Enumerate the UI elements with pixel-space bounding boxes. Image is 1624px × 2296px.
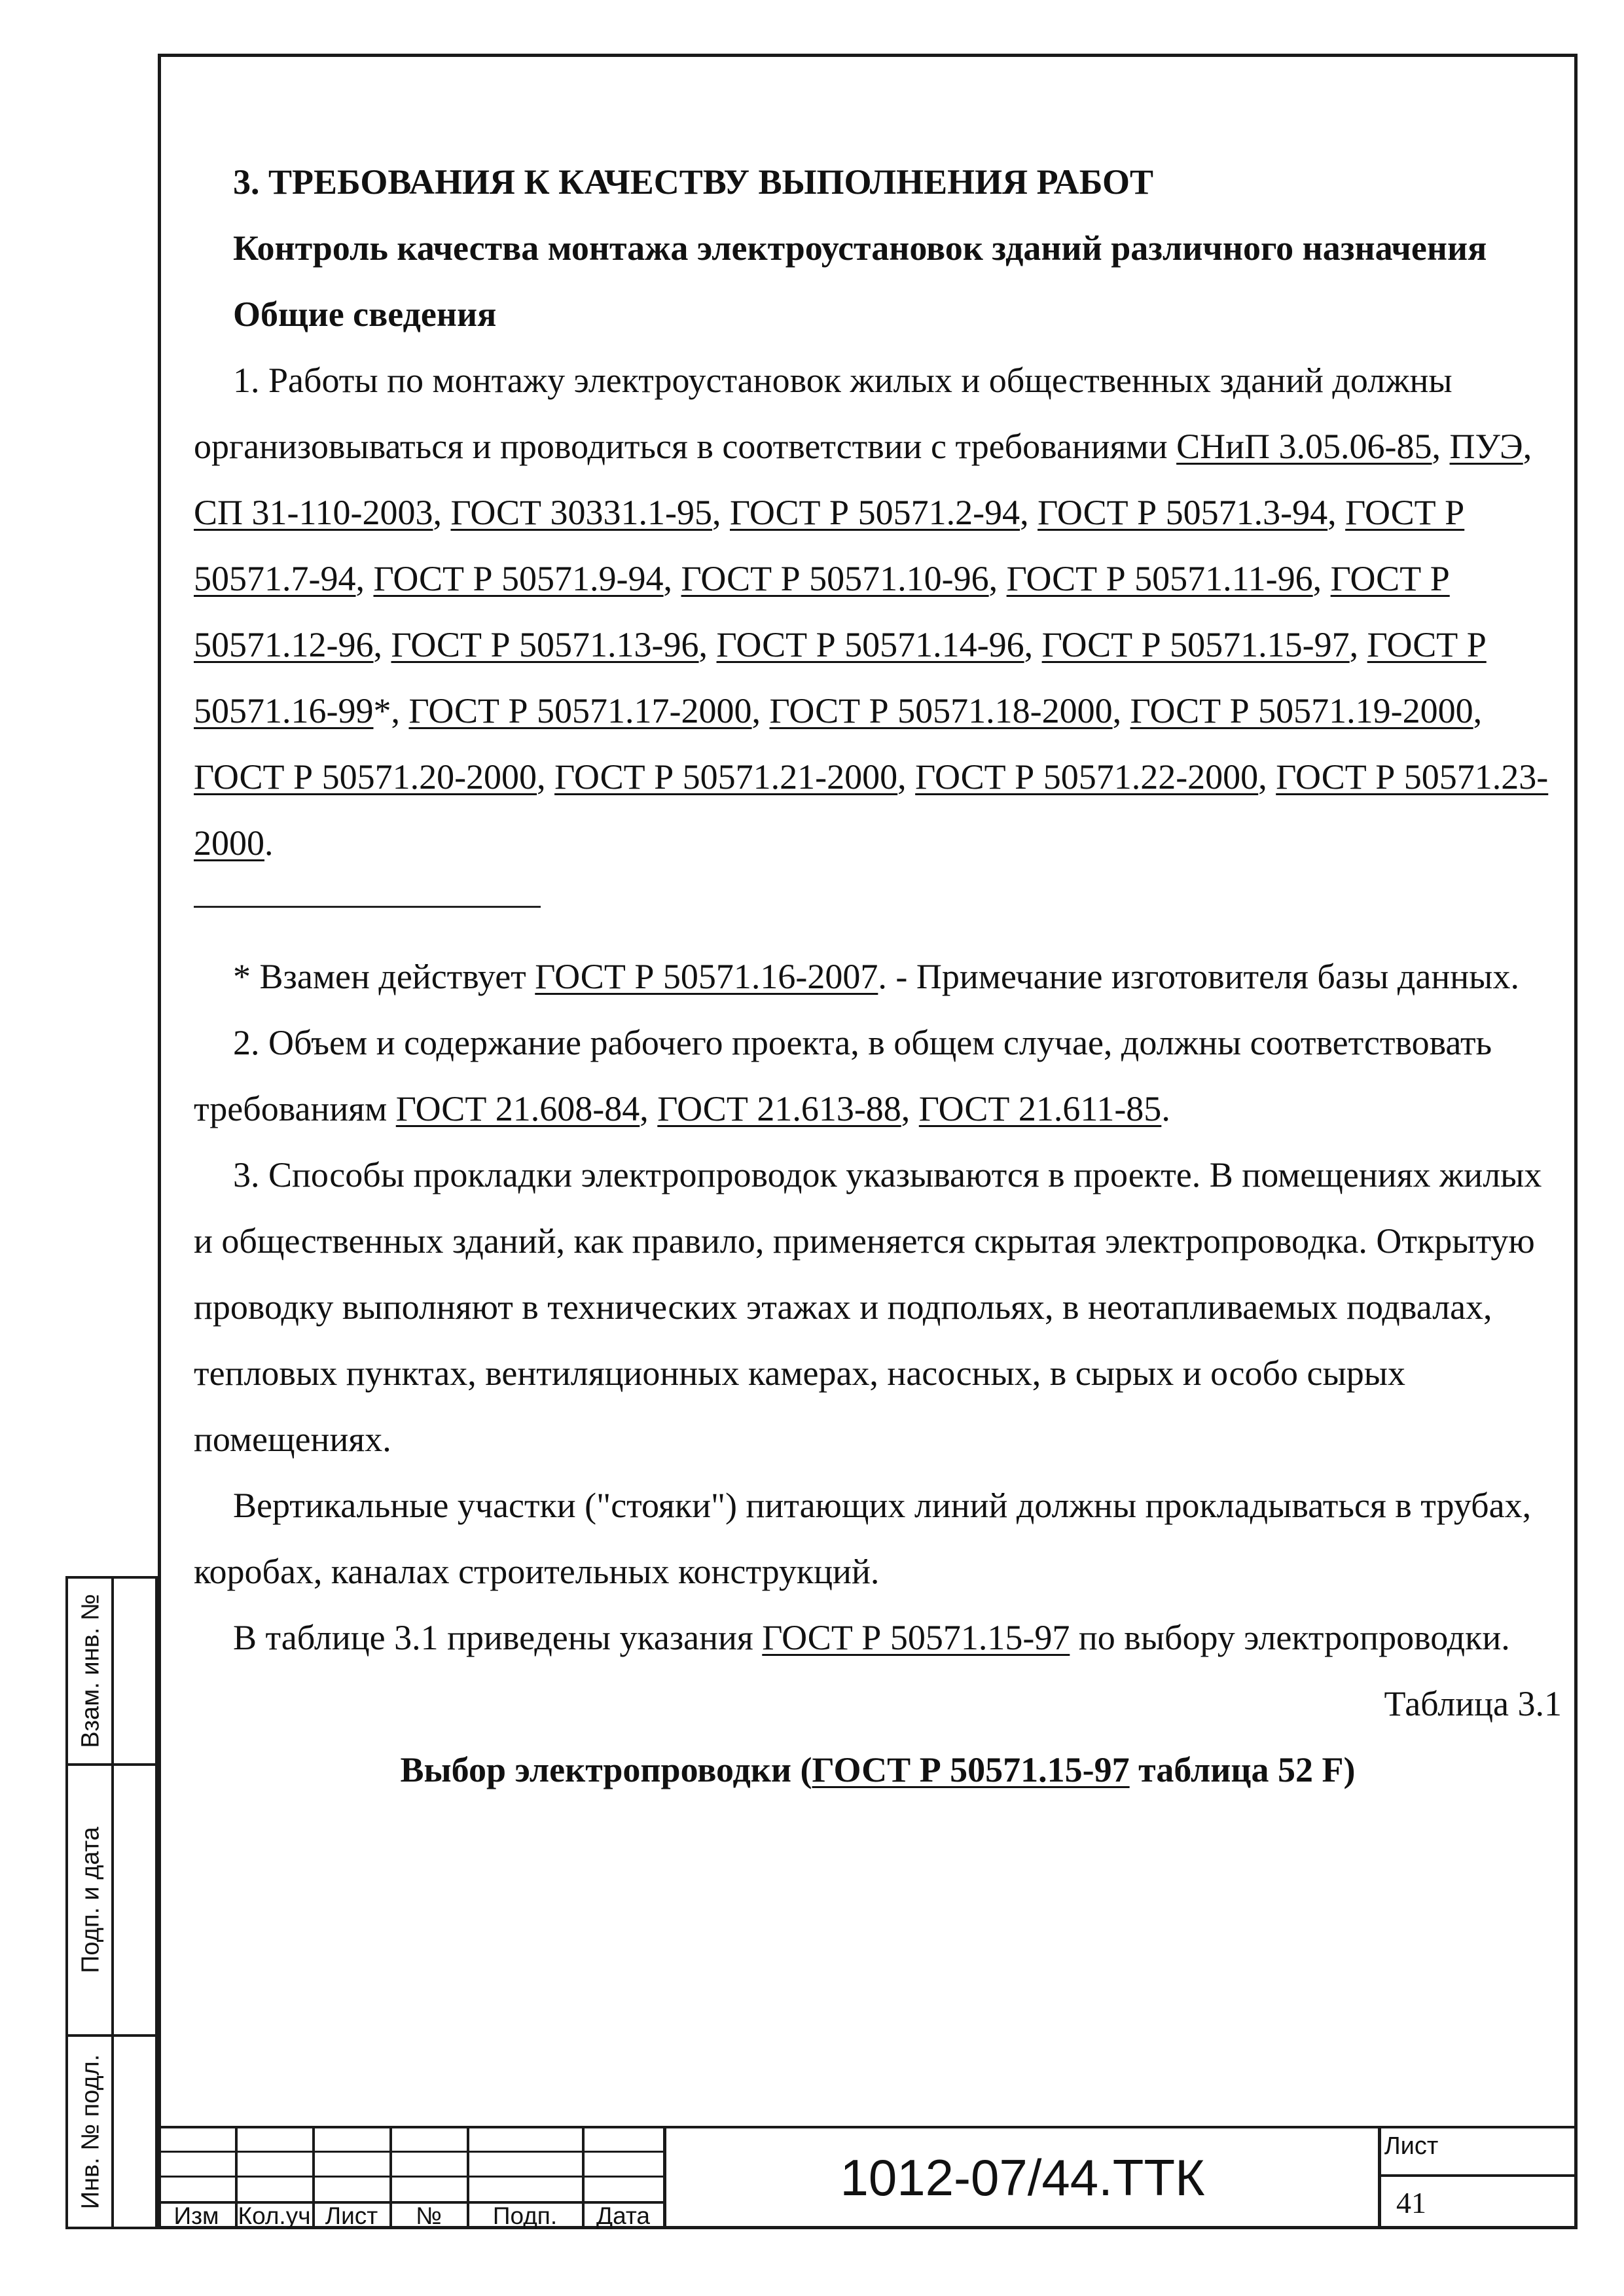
paragraph-1-ref-link[interactable]: ГОСТ Р 50571.3-94 <box>1038 493 1328 532</box>
paragraph-1-ref-link[interactable]: ГОСТ Р 50571.21-2000 <box>554 757 898 797</box>
paragraph-1-ref-link[interactable]: ГОСТ Р 50571.7-94 <box>194 493 1465 598</box>
side-block-replace-inv <box>65 1576 158 1766</box>
paragraph-1-end: . <box>264 823 274 863</box>
paragraph-1-ref-link[interactable]: ГОСТ Р 50571.2-94 <box>730 493 1020 532</box>
side-label-inv-orig: Инв. № подл. <box>77 2054 105 2210</box>
side-label-replace-inv: Взам. инв. № <box>77 1594 105 1748</box>
table-caption-ref-link[interactable]: ГОСТ Р 50571.15-97 <box>812 1750 1130 1789</box>
paragraph-1-intro: 1. Работы по монтажу электроустановок жилых и общественных зданий должны организовываться и проводиться в соответствии с требованиями <box>194 361 1453 466</box>
footnote-ref-link[interactable]: ГОСТ Р 50571.16-2007 <box>535 957 878 996</box>
footnote-separator <box>194 906 541 908</box>
header-number: № <box>416 2202 442 2229</box>
document-number: 1012-07/44.ТТК <box>840 2148 1205 2206</box>
paragraph-2-ref-link[interactable]: ГОСТ 21.611-85 <box>918 1089 1162 1128</box>
side-block-sign-date <box>65 1763 158 2037</box>
sheet-number: 41 <box>1396 2185 1426 2219</box>
table-caption <box>194 1737 1562 1803</box>
subtitle: Контроль качества монтажа электроустановок зданий различного назначения <box>233 228 1487 268</box>
paragraph-4: Вертикальные участки ("стояки") питающих линий должны прокладываться в трубах, коробах, каналах строительных конструкций. <box>194 1486 1532 1591</box>
document-body <box>194 149 1562 1803</box>
paragraph-1-ref-link[interactable]: СП 31-110-2003 <box>194 493 433 532</box>
paragraph-1-ref-link[interactable]: ГОСТ Р 50571.23-2000 <box>194 757 1549 863</box>
table-caption-after: таблица 52 F) <box>1129 1750 1356 1789</box>
paragraph-1-ref-link[interactable]: ГОСТ Р 50571.15-97 <box>1041 625 1350 664</box>
paragraph-1-ref-link[interactable]: ГОСТ Р 50571.17-2000 <box>408 691 752 730</box>
table-label: Таблица 3.1 <box>1384 1684 1562 1723</box>
paragraph-1-ref-link[interactable]: ГОСТ Р 50571.22-2000 <box>915 757 1259 797</box>
paragraph-1-ref-link[interactable]: ГОСТ Р 50571.9-94 <box>373 559 664 598</box>
paragraph-1-ref-link[interactable]: ГОСТ Р 50571.20-2000 <box>194 757 537 797</box>
paragraph-2-end: . <box>1161 1089 1170 1128</box>
sheet-label: Лист <box>1384 2132 1439 2160</box>
paragraph-1-ref-link[interactable]: ГОСТ 30331.1-95 <box>450 493 712 532</box>
footnote-after: . - Примечание изготовителя базы данных. <box>878 957 1519 996</box>
header-sign: Подп. <box>492 2202 558 2229</box>
header-date: Дата <box>596 2202 650 2229</box>
side-label-sign-date: Подп. и дата <box>77 1827 105 1973</box>
paragraph-1-refs: СНиП 3.05.06-85, ПУЭ, СП 31-110-2003, ГОСТ 30331.1-95, ГОСТ Р 50571.2-94, ГОСТ Р 50571.3-94, ГОСТ Р 50571.7-94, ГОСТ Р 50571.9-94, ГОСТ Р 50571.10-96, ГОСТ Р 50571.11-96, ГОСТ Р 50571.12-96, ГОСТ Р 50571.13-96, ГОСТ Р 50571.14-96, ГОСТ Р 50571.15-97, ГОСТ Р 50571.16-99*, ГОСТ Р 50571.17-2000, ГОСТ Р 50571.18-2000, ГОСТ Р 50571.19-2000, ГОСТ Р 50571.20-2000, ГОСТ Р 50571.21-2000, ГОСТ Р 50571.22-2000, ГОСТ Р 50571.23-2000 <box>194 427 1549 863</box>
paragraph-1-ref-link[interactable]: ГОСТ Р 50571.13-96 <box>391 625 699 664</box>
paragraph-2-refs: ГОСТ 21.608-84, ГОСТ 21.613-88, ГОСТ 21.611-85 <box>395 1089 1162 1128</box>
side-block-inv-orig <box>65 2034 158 2229</box>
paragraph-1-ref-link[interactable]: ГОСТ Р 50571.19-2000 <box>1130 691 1473 730</box>
header-list: Лист <box>325 2202 378 2229</box>
paragraph-5 <box>194 1605 1562 1671</box>
paragraph-1-ref-link[interactable]: ГОСТ Р 50571.18-2000 <box>769 691 1113 730</box>
paragraph-5-ref-link[interactable]: ГОСТ Р 50571.15-97 <box>762 1618 1070 1657</box>
paragraph-1-ref-link[interactable]: ГОСТ Р 50571.11-96 <box>1006 559 1313 598</box>
header-izm: Изм <box>173 2202 219 2229</box>
title-block <box>158 2126 1578 2229</box>
paragraph-1-ref-link[interactable]: ГОСТ Р 50571.10-96 <box>681 559 989 598</box>
section-title: 3. ТРЕБОВАНИЯ К КАЧЕСТВУ ВЫПОЛНЕНИЯ РАБОТ <box>233 162 1154 202</box>
paragraph-5-before: В таблице 3.1 приведены указания <box>233 1618 763 1657</box>
paragraph-1-ref-link[interactable]: ГОСТ Р 50571.12-96 <box>194 559 1450 664</box>
paragraph-2-intro: 2. Объем и содержание рабочего проекта, в общем случае, должны соответствовать требованиям <box>194 1023 1492 1128</box>
footnote <box>194 944 1562 1010</box>
paragraph-1-ref-link[interactable]: ГОСТ Р 50571.14-96 <box>716 625 1024 664</box>
paragraph-1-ref-link[interactable]: ГОСТ Р 50571.16-99 <box>194 625 1487 730</box>
paragraph-1-ref-link[interactable]: ПУЭ <box>1449 427 1523 466</box>
paragraph-2 <box>194 1010 1562 1142</box>
paragraph-1 <box>194 348 1562 876</box>
general-heading: Общие сведения <box>233 295 497 334</box>
paragraph-2-ref-link[interactable]: ГОСТ 21.608-84 <box>395 1089 640 1128</box>
footnote-before: * Взамен действует <box>233 957 535 996</box>
paragraph-3: 3. Способы прокладки электропроводок указываются в проекте. В помещениях жилых и общественных зданий, как правило, применяется скрытая электропроводка. Открытую проводку выполняют в технических этажах и подпольях, в неотапливаемых подвалах, тепловых пунктах, вентиляционных камерах, насосных, в сырых и особо сырых помещениях. <box>194 1155 1542 1459</box>
paragraph-5-after: по выбору электропроводки. <box>1070 1618 1510 1657</box>
header-kol-uch: Кол.уч <box>238 2202 311 2229</box>
paragraph-2-ref-link[interactable]: ГОСТ 21.613-88 <box>657 1089 901 1128</box>
paragraph-1-ref-link[interactable]: СНиП 3.05.06-85 <box>1176 427 1432 466</box>
table-caption-before: Выбор электропроводки ( <box>400 1750 812 1789</box>
